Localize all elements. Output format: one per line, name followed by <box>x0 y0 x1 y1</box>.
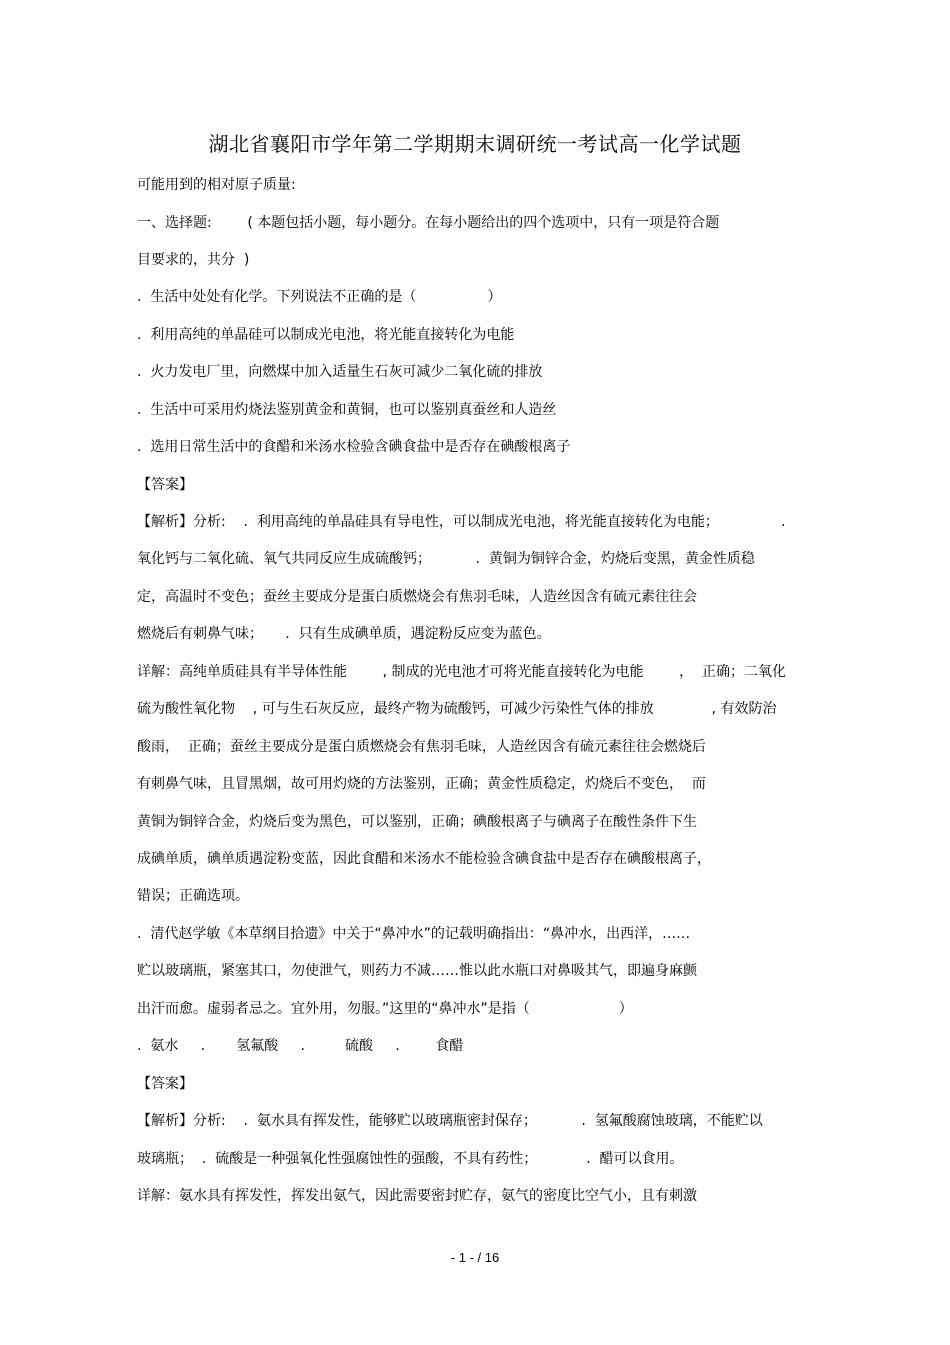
text-line: 【解析】分析: . 氨水具有挥发性，能够贮以玻璃瓶密封保存； . 氢氟酸腐蚀玻璃，不能贮以 <box>137 1113 763 1129</box>
option-line: . 生活中可采用灼烧法鉴别黄金和黄铜，也可以鉴别真蚕丝和人造丝 <box>137 402 557 418</box>
text-line: 【解析】分析: . 利用高纯的单晶硅具有导电性，可以制成光电池，将光能直接转化为电能； . <box>137 514 786 530</box>
text-line: 可能用到的相对原子质量: <box>137 177 296 193</box>
option-line: . 氨水 . 氢氟酸 . 硫酸 . 食醋 <box>137 1038 464 1054</box>
question-stem: 贮以玻璃瓶，紧塞其口，勿使泄气，则药力不减……惟以此水瓶口对鼻吸其气，即遍身麻颤 <box>137 963 697 979</box>
answer-heading: 【答案】 <box>137 1076 193 1092</box>
text-line: 目要求的，共分 ) <box>137 252 250 268</box>
text-line: 有刺鼻气味，且冒黑烟，故可用灼烧的方法鉴别，正确；黄金性质稳定，灼烧后不变色， 而 <box>137 776 706 792</box>
text-line: 一、选择题: ( 本题包括小题，每小题分。在每小题给出的四个选项中，只有一项是符合题 <box>137 215 720 231</box>
option-line: . 利用高纯的单晶硅可以制成光电池，将光能直接转化为电能 <box>137 327 515 343</box>
page-number: - 1 - / 16 <box>450 1250 500 1265</box>
text-line: 定，高温时不变色；蚕丝主要成分是蛋白质燃烧会有焦羽毛味，人造丝因含有硫元素往往会 <box>137 589 697 605</box>
question-stem: . 清代赵学敏《本草纲目拾遗》中关于“鼻冲水”的记载明确指出：“鼻冲水，出西洋，…… <box>137 926 691 942</box>
answer-heading: 【答案】 <box>137 477 193 493</box>
text-line: 黄铜为铜锌合金，灼烧后变为黑色，可以鉴别，正确；碘酸根离子与碘离子在酸性条件下生 <box>137 814 697 830</box>
text-line: 成碘单质，碘单质遇淀粉变蓝，因此食醋和米汤水不能检验含碘食盐中是否存在碘酸根离子， <box>137 851 711 867</box>
option-line: . 火力发电厂里，向燃煤中加入适量生石灰可减少二氧化硫的排放 <box>137 364 543 380</box>
text-line: 玻璃瓶； . 硫酸是一种强氧化性强腐蚀性的强酸，不具有药性； . 醋可以食用。 <box>137 1151 684 1167</box>
text-line: 氧化钙与二氧化硫、氧气共同反应生成硫酸钙； . 黄铜为铜锌合金，灼烧后变黑，黄金性质稳 <box>137 551 755 567</box>
question-stem: 出汗而愈。虚弱者忌之。宜外用，勿服。”这里的“鼻冲水”是指（ ） <box>137 1001 633 1017</box>
text-line: 错误；正确选项。 <box>137 888 249 904</box>
text-line: 详解：氨水具有挥发性，挥发出氨气，因此需要密封贮存，氨气的密度比空气小，且有刺激 <box>137 1188 697 1204</box>
option-line: . 选用日常生活中的食醋和米汤水检验含碘食盐中是否存在碘酸根离子 <box>137 439 571 455</box>
text-line: 酸雨， 正确；蚕丝主要成分是蛋白质燃烧会有焦羽毛味，人造丝因含有硫元素往往会燃烧后 <box>137 739 706 755</box>
document-title: 湖北省襄阳市学年第二学期期末调研统一考试高一化学试题 <box>208 132 742 156</box>
text-line: 燃烧后有刺鼻气味； . 只有生成碘单质，遇淀粉反应变为蓝色。 <box>137 626 551 642</box>
question-stem: . 生活中处处有化学。下列说法不正确的是（ ） <box>137 289 502 305</box>
text-line: 硫为酸性氧化物 , 可与生石灰反应，最终产物为硫酸钙，可减少污染性气体的排放 , 有效防治 <box>137 701 777 717</box>
text-line: 详解：高纯单质硅具有半导体性能 , 制成的光电池才可将光能直接转化为电能 ， 正确；二氧化 <box>137 664 787 680</box>
